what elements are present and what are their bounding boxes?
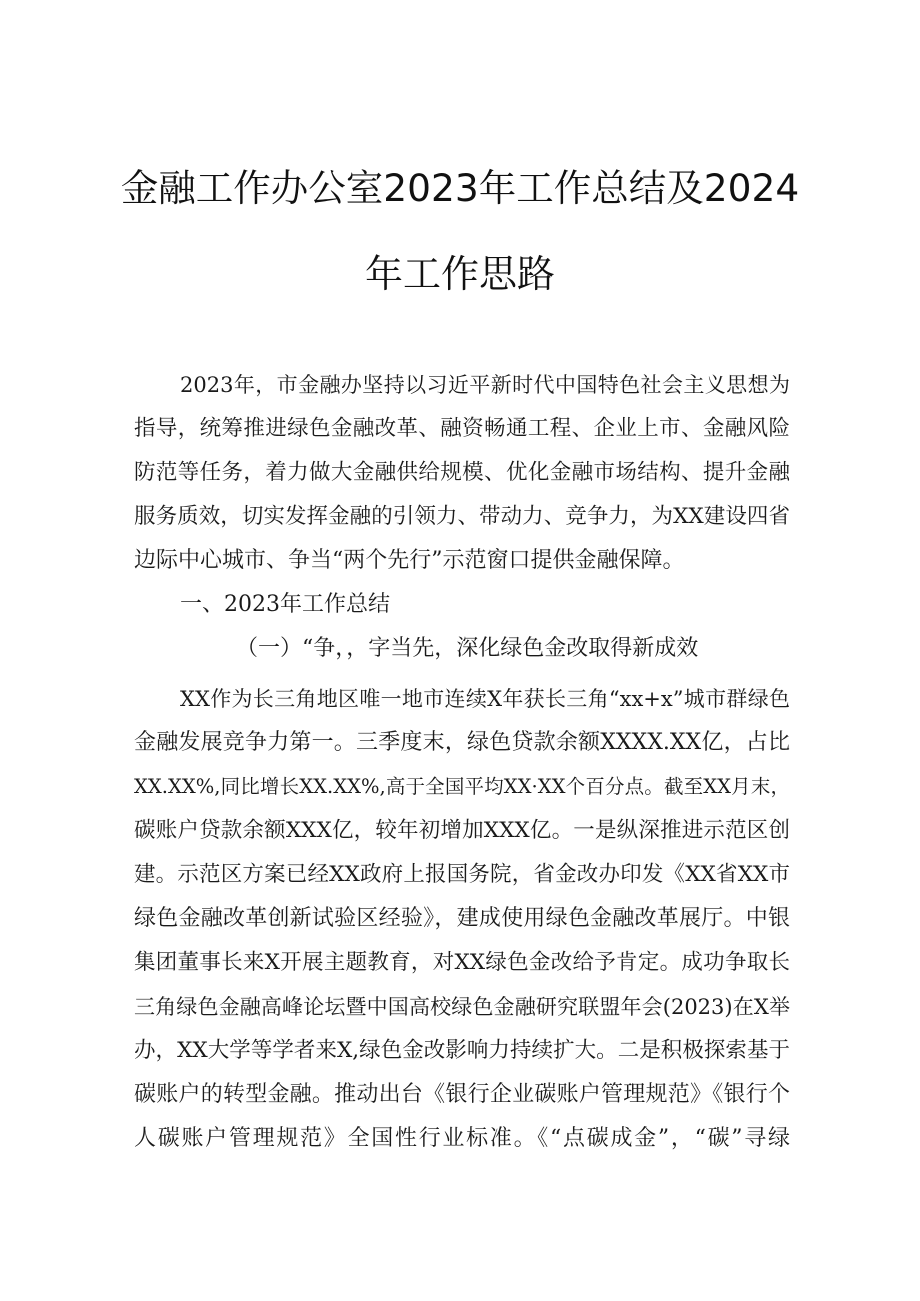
paragraph-2-line: 建。示范区方案已经XX政府上报国务院，省金改办印发《XX省XX市 — [134, 862, 790, 887]
paragraph-1-line: 边际中心城市、争当“两个先行”示范窗口提供金融保障。 — [134, 548, 685, 573]
paragraph-2-line: 办，XX大学等学者来X,绿色金改影响力持续扩大。二是积极探索基于 — [134, 1038, 790, 1063]
paragraph-1-line: 指导，统筹推进绿色金融改革、融资畅通工程、企业上市、金融风险 — [134, 416, 790, 441]
paragraph-2-line: 人碳账户管理规范》全国性行业标准。《“点碳成金”，“碳”寻绿 — [134, 1126, 790, 1151]
paragraph-2-line: 三角绿色金融高峰论坛暨中国高校绿色金融研究联盟年会(2023)在X举 — [134, 995, 790, 1019]
section-heading-1: 一、2023年工作总结 — [180, 592, 390, 617]
paragraph-1-line: 2023年，市金融办坚持以习近平新时代中国特色社会主义思想为 — [180, 373, 790, 397]
document-title-line-2: 年工作思路 — [364, 252, 555, 296]
paragraph-2-line: 碳账户的转型金融。推动出台《银行企业碳账户管理规范》《银行个 — [134, 1082, 790, 1107]
paragraph-1-line: 防范等任务，着力做大金融供给规模、优化金融市场结构、提升金融 — [134, 460, 790, 485]
paragraph-2-line: 碳账户贷款余额XXX亿，较年初增加XXX亿。一是纵深推进示范区创 — [134, 818, 790, 843]
paragraph-2-line: XX.XX%,同比增长XX.XX%,高于全国平均XX·XX个百分点。截至XX月末， — [134, 775, 790, 798]
section-heading-1-1: （一）“争，，字当先，深化绿色金改取得新成效 — [236, 636, 699, 661]
paragraph-2-line: XX作为长三角地区唯一地市连续X年获长三角“xx+x”城市群绿色 — [180, 687, 790, 711]
document-title-line-1: 金融工作办公室2023年工作总结及2024 — [120, 166, 800, 210]
paragraph-2-line: 金融发展竞争力第一。三季度末，绿色贷款余额XXXX.XX亿，占比 — [134, 730, 790, 755]
paragraph-2-line: 绿色金融改革创新试验区经验》，建成使用绿色金融改革展厅。中银 — [134, 906, 790, 931]
paragraph-2-line: 集团董事长来X开展主题教育，对XX绿色金改给予肯定。成功争取长 — [134, 950, 790, 975]
paragraph-1-line: 服务质效，切实发挥金融的引领力、带动力、竞争力，为XX建设四省 — [134, 504, 790, 529]
